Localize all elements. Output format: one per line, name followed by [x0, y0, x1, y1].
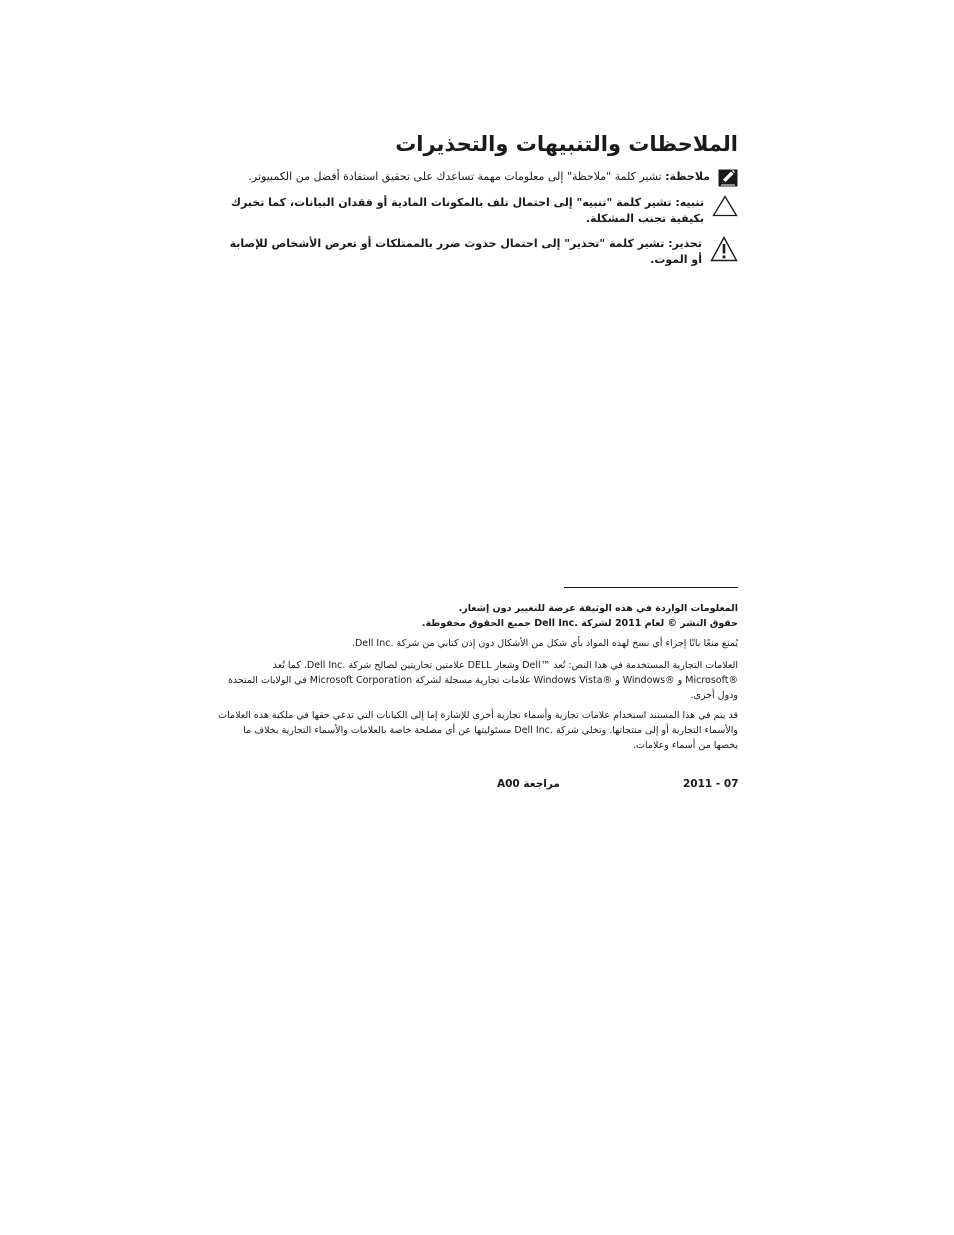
warning-exclamation-icon	[710, 236, 738, 266]
note-pencil-icon	[718, 169, 738, 191]
info-subject-to-change: المعلومات الواردة في هذه الوثيقة عرضة للتغيير دون إشعار.	[458, 603, 738, 614]
page-title: الملاحظات والتنبيهات والتحذيرات	[395, 132, 738, 156]
copyright-notice: حقوق النشر © لعام 2011 لشركة .Dell Inc جميع الحقوق محفوظة.	[421, 618, 738, 629]
footnote-divider	[564, 587, 738, 588]
caution-body: تشير كلمة "تنبيه" إلى احتمال تلف بالمكونات المادية أو فقدان البيانات، كما تخبرك بكيفية تجنب المشكلة.	[230, 196, 704, 225]
warning-label: تحذير:	[668, 237, 702, 250]
warning-text	[218, 236, 702, 268]
other-trademarks-notice: قد يتم في هذا المستند استخدام علامات تجارية وأسماء تجارية أخرى للإشارة إما إلى الكيانات التي تدعي حقها في ملكية هذه العلامات والأسماء التجارية أو إلى منتجاتها. وتخلي شركة .Dell Inc مسئوليتها عن أي مصلحة خاصة بالعلامات والأسماء التجارية بخلاف ما يخصها من أسماء وعلامات.	[218, 710, 738, 751]
trademarks-notice: العلامات التجارية المستخدمة في هذا النص: تُعد ™Dell وشعار DELL علامتين تجاريتين لصالح شركة .Dell Inc. كما تُعد ®Microsoft و ®Windows و ®Windows Vista علامات تجارية مسجلة لشركة Microsoft Corporation في الولايات المتحدة ودول أخرى.	[227, 660, 738, 701]
note-label: ملاحظة:	[665, 170, 710, 183]
caution-triangle-icon	[712, 195, 738, 221]
note-text	[218, 169, 710, 185]
caution-label: تنبيه:	[675, 196, 704, 209]
note-notice	[218, 169, 738, 191]
reproduction-notice: يُمنع منعًا باتًا إجراء أي نسخ لهذه المواد بأي شكل من الأشكال دون إذن كتابي من شركة .Dell Inc.	[351, 638, 738, 649]
warning-body: تشير كلمة "تحذير" إلى احتمال حدوث ضرر بالممتلكات أو تعرض الأشخاص للإصابة أو الموت.	[229, 237, 702, 266]
note-body: تشير كلمة "ملاحظة" إلى معلومات مهمة تساعدك على تحقيق استفادة أفضل من الكمبيوتر.	[248, 170, 666, 183]
publication-date: 2011 - 07	[683, 778, 739, 790]
warning-notice	[218, 236, 738, 268]
caution-text	[218, 195, 704, 227]
caution-notice	[218, 195, 738, 227]
revision-label: مراجعة A00	[497, 778, 560, 790]
